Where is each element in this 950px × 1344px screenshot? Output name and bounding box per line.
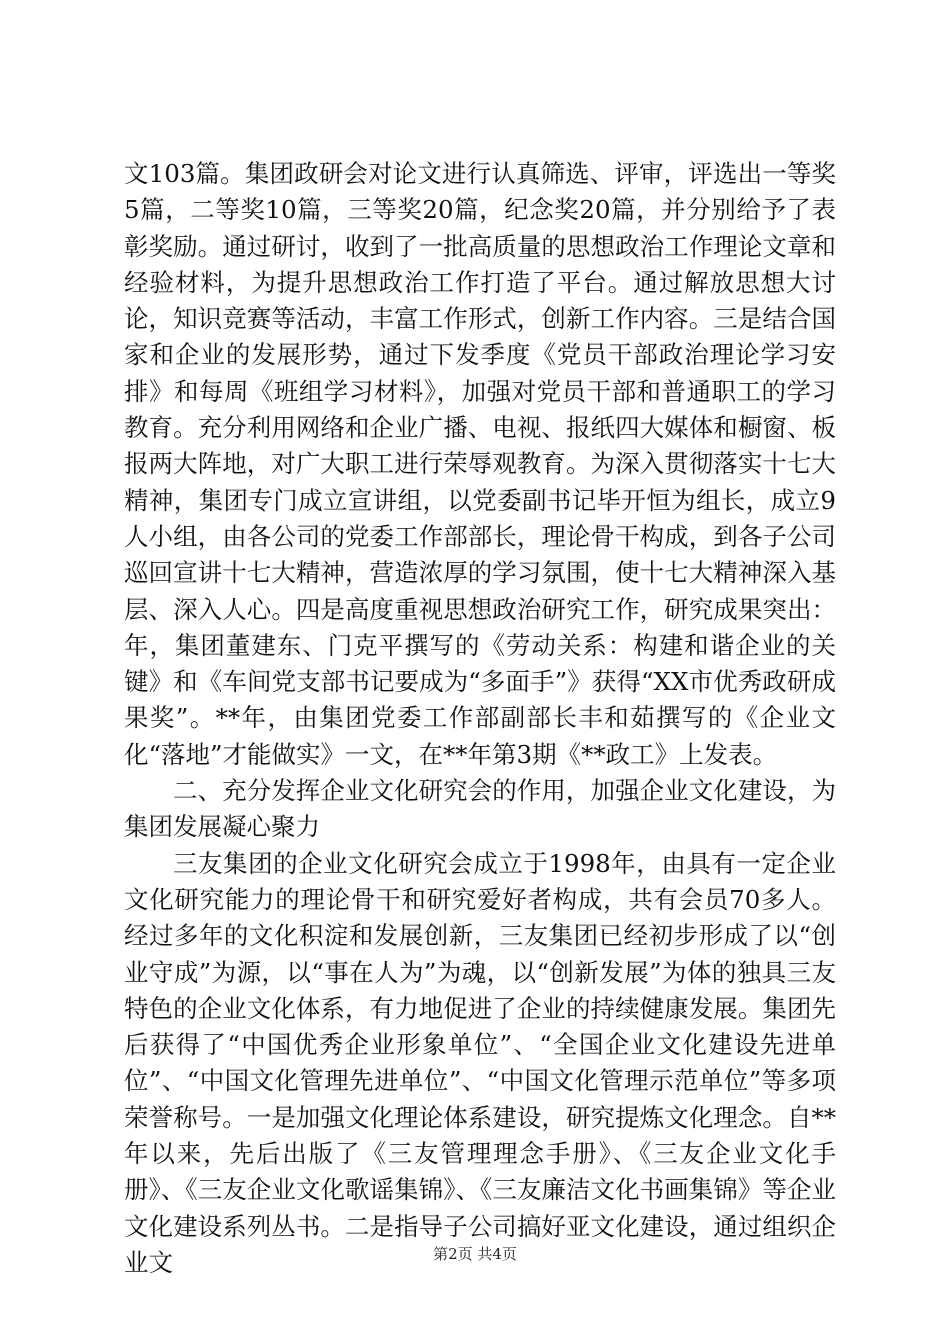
section-heading: 二、充分发挥企业文化研究会的作用，加强企业文化建设，为集团发展凝心聚力 — [124, 776, 836, 842]
document-body — [124, 156, 836, 1281]
paragraph-continuation: 文103篇。集团政研会对论文进行认真筛选、评审，评选出一等奖5篇，二等奖10篇，三等奖20篇，纪念奖20篇，并分别给予了表彰奖励。通过研讨，收到了一批高质量的思想政治工作理论文章和经验材料，为提升思想政治工作打造了平台。通过解放思想大讨论，知识竞赛等活动，丰富工作形式，创新工作内容。三是结合国家和企业的发展形势，通过下发季度《党员干部政治理论学习安排》和每周《班组学习材料》，加强对党员干部和普通职工的学习教育。充分利用网络和企业广播、电视、报纸四大媒体和橱窗、板报两大阵地，对广大职工进行荣辱观教育。为深入贯彻落实十七大精神，集团专门成立宣讲组，以党委副书记毕开恒为组长，成立9人小组，由各公司的党委工作部部长，理论骨干构成，到各子公司巡回宣讲十七大精神，营造浓厚的学习氛围，使十七大精神深入基层、深入人心。四是高度重视思想政治研究工作，研究成果突出：年，集团董建东、门克平撰写的《劳动关系：构建和谐企业的关键》和《车间党支部书记要成为“多面手”》获得“XX市优秀政研成果奖”。**年，由集团党委工作部副部长丰和茹撰写的《企业文化“落地”才能做实》一文，在**年第3期《**政工》上发表。 — [124, 159, 836, 769]
page-number: 第2页 共4页 — [433, 1245, 517, 1263]
paragraph: 三友集团的企业文化研究会成立于1998年，由具有一定企业文化研究能力的理论骨干和研究爱好者构成，共有会员70多人。经过多年的文化积淀和发展创新，三友集团已经初步形成了以“创业守成”为源，以“事在人为”为魂，以“创新发展”为体的独具三友特色的企业文化体系，有力地促进了企业的持续健康发展。集团先后获得了“中国优秀企业形象单位”、“全国企业文化建设先进单位”、“中国文化管理先进单位”、“中国文化管理示范单位”等多项荣誉称号。一是加强文化理论体系建设，研究提炼文化理念。自**年以来，先后出版了《三友管理理念手册》、《三友企业文化手册》、《三友企业文化歌谣集锦》、《三友廉洁文化书画集锦》等企业文化建设系列丛书。二是指导子公司搞好亚文化建设，通过组织企业文 — [124, 848, 836, 1277]
page-footer — [0, 1244, 950, 1264]
